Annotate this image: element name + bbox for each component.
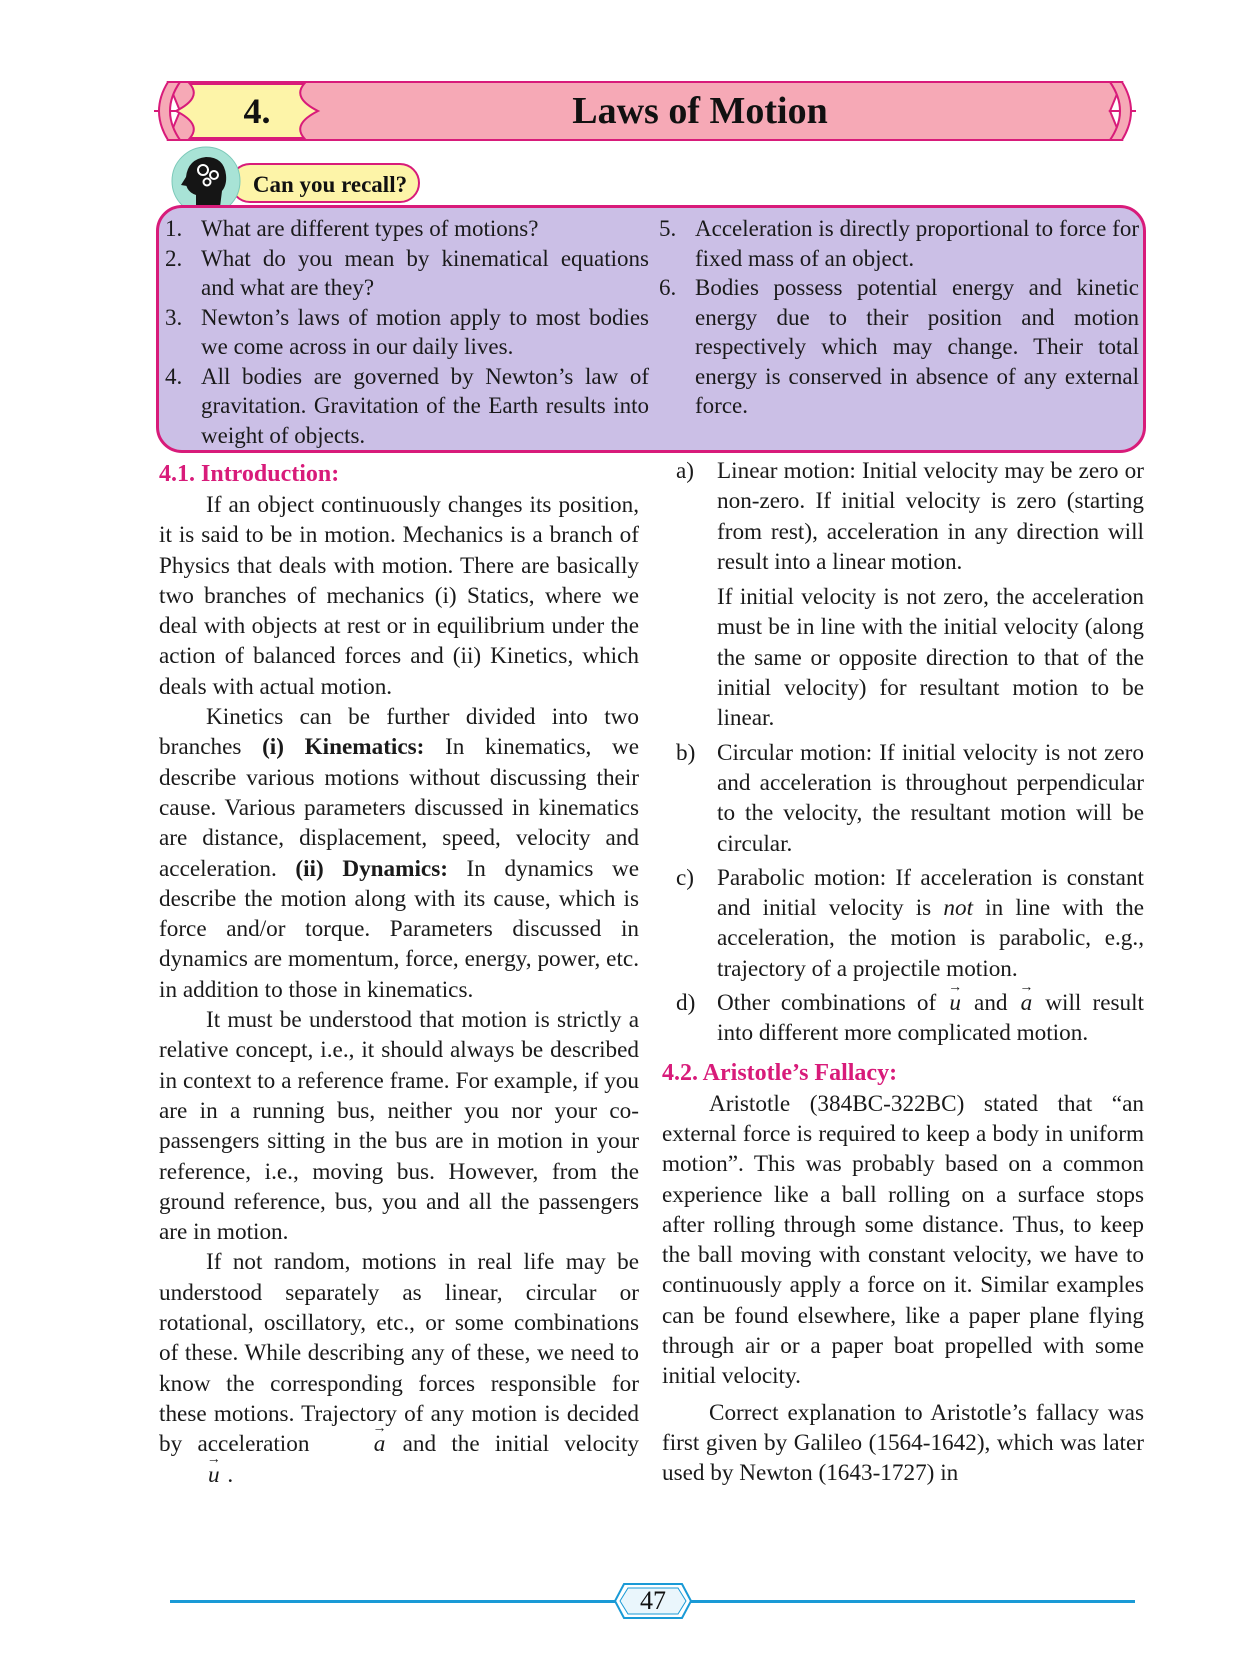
left-column [159,458,639,1490]
aristotle-paragraph-1: Aristotle (384BC-322BC) stated that “an external force is required to keep a body in uniform motion”. This was probably based on a common experience like a ball rolling on a surface stops after rolling through some distance. Thus, to keep the ball moving with constant velocity, we have to continuously apply a force on it. Similar examples can be found elsewhere, like a paper plane flying through air or a paper boat propelled with some initial velocity. [662,1090,1144,1390]
intro-paragraph-3: It must be understood that motion is strictly a relative concept, i.e., it should always be described in context to a reference frame. For example, if you are in a running bus, neither you nor your co-passengers sitting in the bus are in motion in your reference, i.e., moving bus. However, from the ground reference, bus, you and all the passengers are in motion. [159,1007,639,1246]
dynamics-label: (ii) Dynamics: [295,855,448,882]
section-heading-introduction: 4.1. Introduction: [159,461,340,487]
page-number: 47 [640,1586,666,1615]
list-item: 6. Bodies possess potential energy and kinetic energy due to their position and motion respectively which may change. Their total energy is conserved in absence of any external force. [659,275,1139,418]
intro-paragraph-2: Kinetics can be further divided into two branches (i) Kinematics: In kinematics, we describe various motions without discussing their cause. Various parameters discussed in kinematics are distance, displacement, speed, velocity and acceleration. (ii) Dynamics: In dynamics we describe the motion along with its cause, which is force and/or torque. Parameters discussed in dynamics are momentum, force, energy, power, etc. in addition to those in kinematics. [159,704,639,1003]
list-item: 1. What are different types of motions? [165,216,539,241]
vector-u: → u [947,988,963,1018]
vector-u: → u [159,1460,222,1490]
list-item: 4. All bodies are governed by Newton’s law of gravitation. Gravitation of the Earth results into weight of objects. [165,363,649,448]
vector-a: → a [1019,988,1035,1018]
intro-paragraph-4: If not random, motions in real life may be understood separately as linear, circular or rotational, oscillatory, etc., or some combinations of these. While describing any of these, we need to know the corresponding forces responsible for these motions. Trajectory of any motion is decided by acceleration → a and the initial velocity → u . [159,1247,639,1489]
vector-a: → a [325,1429,388,1459]
aristotle-paragraph-2: Correct explanation to Aristotle’s fallacy was first given by Galileo (1564-1642), which was later used by Newton (1643-1727) in [662,1399,1144,1487]
motion-item-parabolic: c) Parabolic motion: If acceleration is constant and initial velocity is not in line with the acceleration, the motion is parabolic, e.g., trajectory of a projectile motion. [676,864,1145,982]
right-column [662,456,1144,1489]
chapter-title: Laws of Motion [572,90,828,132]
recall-left-column [165,214,649,450]
recall-box [156,205,1146,453]
page-footer [170,1582,1135,1622]
section-heading-aristotle: 4.2. Aristotle’s Fallacy: [662,1059,898,1086]
motion-item-circular: b) Circular motion: If initial velocity is not zero and acceleration is throughout perpendicular to the velocity, the resultant motion will be circular. [676,739,1144,857]
motion-item-other: d) Other combinations of → u and → a will result into different more complicated motion. [662,988,1144,1049]
list-item: 2. What do you mean by kinematical equations and what are they? [165,245,649,300]
recall-right-column [659,214,1139,421]
list-item: 5. Acceleration is directly proportional to force for fixed mass of an object. [659,216,1139,271]
chapter-number: 4. [243,91,271,131]
chapter-banner [150,78,1140,144]
recall-title: Can you recall? [230,163,420,203]
kinematics-label: (i) Kinematics: [262,734,425,761]
list-item: 3. Newton’s laws of motion apply to most bodies we come across in our daily lives. [165,304,649,359]
intro-paragraph-1: If an object continuously changes its position, it is said to be in motion. Mechanics is a branch of Physics that deals with motion. There are basically two branches of mechanics (i) Statics, where we deal with objects at rest or in equilibrium under the action of balanced forces and (ii) Kinetics, which deals with actual motion. [159,492,639,700]
motion-item-linear: a) Linear motion: Initial velocity may be zero or non-zero. If initial velocity is zero (starting from rest), acceleration in any direction will result into a linear motion. If initial velocity is not zero, the acceleration must be in line with the initial velocity (along the same or opposite direction to that of the initial velocity) for resultant motion to be linear. [676,458,1144,732]
